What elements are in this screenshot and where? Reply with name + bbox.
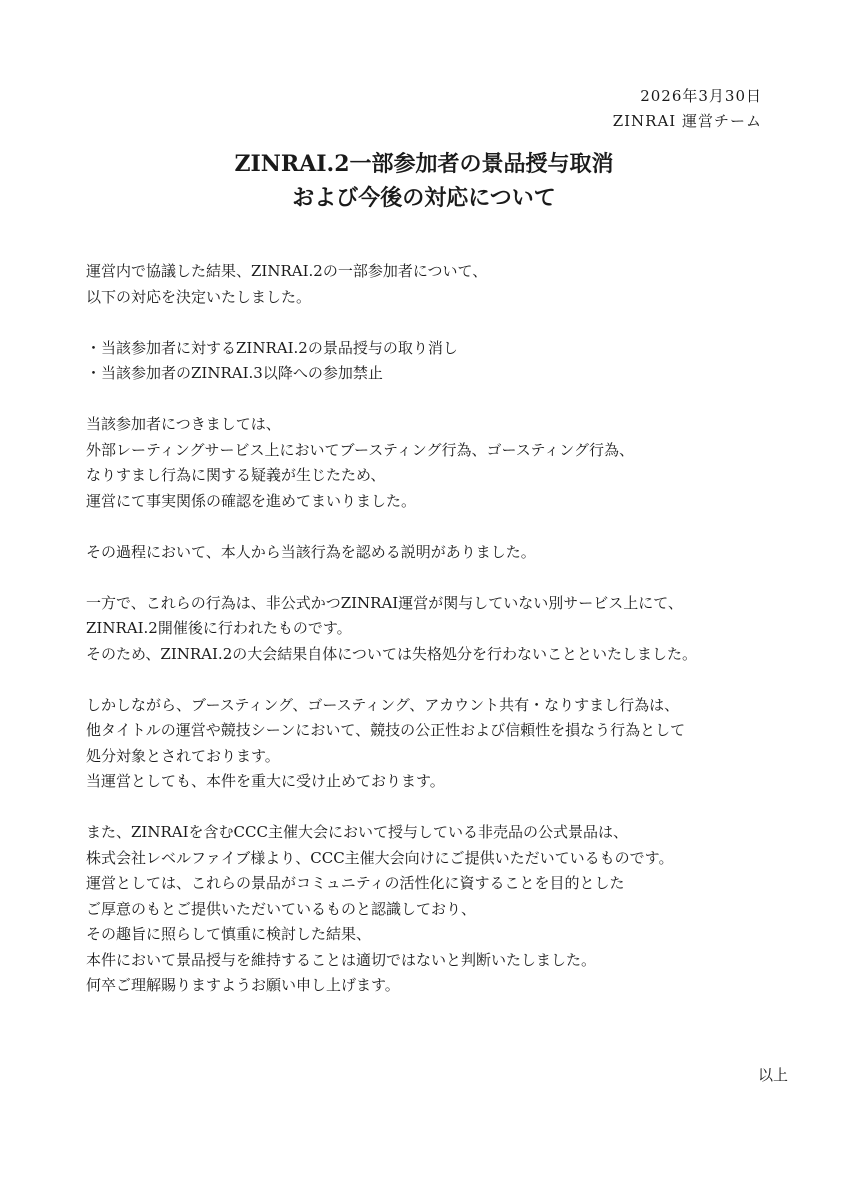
document-date: 2026年3月30日 <box>640 87 762 105</box>
paragraph-line: 本件において景品授与を維持することは適切ではないと判断いたしました。 <box>86 950 597 969</box>
paragraph-line: 処分対象とされております。 <box>86 746 280 765</box>
paragraph-line: 株式会社レベルファイブ様より、CCC主催大会向けにご提供いただいているものです。 <box>86 848 674 867</box>
paragraph-line: その過程において、本人から当該行為を認める説明がありました。 <box>86 542 536 561</box>
paragraph-decision <box>86 259 786 310</box>
paragraph-line: 運営としては、これらの景品がコミュニティの活性化に資することを目的とした <box>86 874 625 892</box>
title-line-2: および今後の対応について <box>292 185 556 211</box>
paragraph-seriousness <box>86 693 786 795</box>
paragraph-no-disqualification <box>86 591 786 668</box>
paragraph-line: 一方で、これらの行為は、非公式かつZINRAI運営が関与していない別サービス上にて、 <box>86 593 683 612</box>
paragraph-line: 当運営としても、本件を重大に受け止めております。 <box>86 772 445 790</box>
paragraph-measures-list <box>86 336 786 387</box>
paragraph-line: しかしながら、ブースティング、ゴースティング、アカウント共有・なりすまし行為は、 <box>86 695 680 714</box>
document-header <box>613 84 762 134</box>
paragraph-line: ご厚意のもとご提供いただいているものと認識しており、 <box>86 899 477 918</box>
paragraph-background <box>86 412 786 514</box>
paragraph-prize-rationale <box>86 820 786 999</box>
paragraph-line: 運営にて事実関係の確認を進めてまいりました。 <box>86 491 417 510</box>
title-line-1: ZINRAI.2一部参加者の景品授与取消 <box>234 151 614 177</box>
list-item: ・当該参加者のZINRAI.3以降への参加禁止 <box>86 364 383 382</box>
closing-mark: 以上 <box>757 1066 788 1084</box>
paragraph-line: 外部レーティングサービス上においてブースティング行為、ゴースティング行為、 <box>86 440 634 459</box>
paragraph-line: ZINRAI.2開催後に行われたものです。 <box>86 619 352 637</box>
paragraph-line: 当該参加者につきましては、 <box>86 415 281 433</box>
paragraph-line: その趣旨に照らして慎重に検討した結果、 <box>86 925 372 943</box>
paragraph-line: 他タイトルの運営や競技シーンにおいて、競技の公正性および信頼性を損なう行為として <box>86 721 686 739</box>
document-author: ZINRAI 運営チーム <box>612 112 762 130</box>
list-item: ・当該参加者に対するZINRAI.2の景品授与の取り消し <box>86 338 458 357</box>
document-title <box>0 147 848 215</box>
paragraph-line: また、ZINRAIを含むCCC主催大会において授与している非売品の公式景品は、 <box>86 823 628 841</box>
paragraph-line: なりすまし行為に関する疑義が生じたため、 <box>86 466 386 484</box>
paragraph-line: 以下の対応を決定いたしました。 <box>86 287 312 306</box>
document-body <box>86 259 786 1024</box>
paragraph-line: そのため、ZINRAI.2の大会結果自体については失格処分を行わないことといたしました。 <box>86 644 697 663</box>
paragraph-line: 何卒ご理解賜りますようお願い申し上げます。 <box>86 976 400 994</box>
paragraph-line: 運営内で協議した結果、ZINRAI.2の一部参加者について、 <box>86 262 488 280</box>
paragraph-admission <box>86 540 786 566</box>
